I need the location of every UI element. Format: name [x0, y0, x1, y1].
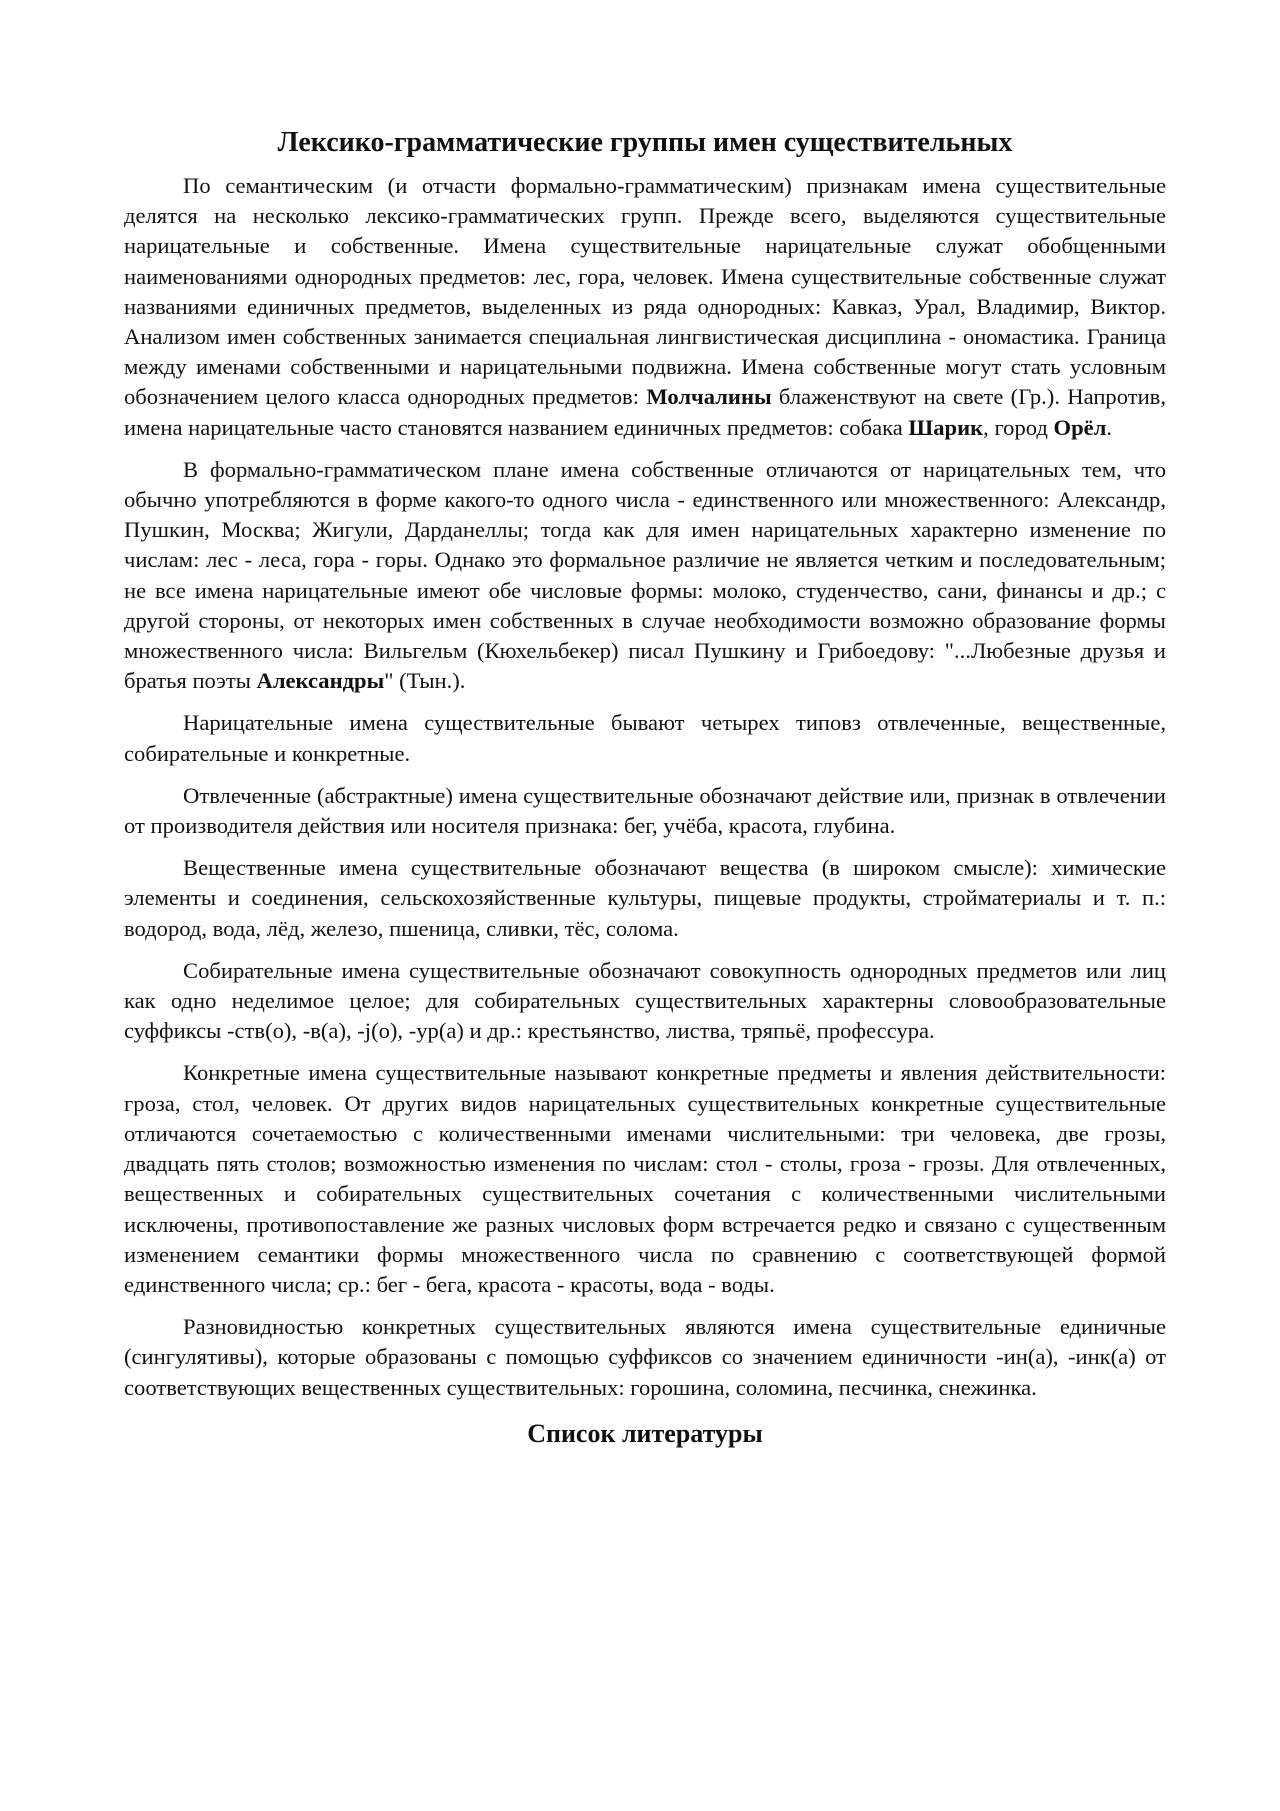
bold-term: Александры — [256, 668, 385, 694]
text-run: " (Тын.). — [384, 668, 466, 694]
bold-term: Шарик — [908, 414, 984, 440]
paragraph-abstract-nouns: Отвлеченные (абстрактные) имена существительные обозначают действие или, признак в отвлечении от производителя действия или носителя признака: бег, учёба, красота, глубина. — [124, 782, 1166, 839]
text-run: , город — [983, 414, 1054, 440]
text-run: блаженствуют на свете (Гр.). Напротив, имена нарицательные часто становятся названием единичных предметов: собака — [124, 384, 1166, 440]
page-title: Лексико-грамматические группы имен существительных — [277, 127, 1013, 158]
paragraph-concrete-nouns: Конкретные имена существительные называют конкретные предметы и явления действительности: гроза, стол, человек. От других видов нарицательных существительных конкретные существительные отличаются сочетаемостью с количественными именами числительными: три человека, две грозы, двадцать пять столов; возможностью изменения по числам: стол - столы, гроза - грозы. Для отвлеченных, вещественных и собирательных существительных сочетания с количественными числительными исключены, противопоставление же разных числовых форм встречается редко и связано с существенным изменением семантики формы множественного числа по сравнению с соответствующей формой единственного числа; ср.: бег - бега, красота - красоты, вода - воды. — [124, 1060, 1166, 1297]
paragraph-proper-common-nouns — [124, 171, 1166, 443]
text-run: По семантическим (и отчасти формально-грамматическим) признакам имена существительные делятся на несколько лексико-грамматических групп. Прежде всего, выделяются существительные нарицательные и собственные. Имена существительные нарицательные служат обобщенными наименованиями однородных предметов: лес, гора, человек. Имена существительные собственные служат названиями единичных предметов, выделенных из ряда однородных: Кавказ, Урал, Владимир, Виктор. Анализом имен собственных занимается специальная лингвистическая дисциплина - ономастика. Граница между именами собственными и нарицательными подвижна. Имена собственные могут стать условным обозначением целого класса однородных предметов: — [124, 173, 1166, 410]
document-body — [124, 124, 1166, 1451]
paragraph-grammatical-plan — [124, 455, 1166, 697]
paragraph-material-nouns: Вещественные имена существительные обозначают вещества (в широком смысле): химические элементы и соединения, сельскохозяйственные культуры, пищевые продукты, стройматериалы и т. п.: водород, вода, лёд, железо, пшеница, сливки, тёс, солома. — [124, 855, 1166, 941]
bold-term: Орёл — [1053, 414, 1107, 440]
bold-term: Молчалины — [646, 384, 772, 410]
text-run: В формально-грамматическом плане имена собственные отличаются от нарицательных тем, что обычно употребляются в форме какого-то одного числа - единственного или множественного: Александр, Пушкин, Москва; Жигули, Дарданеллы; тогда как для имен нарицательных характерно изменение по числам: лес - леса, гора - горы. Однако это формальное различие не является четким и последовательным; не все имена нарицательные имеют обе числовые формы: молоко, студенчество, сани, финансы и др.; с другой стороны, от некоторых имен собственных в случае необходимости возможно образование формы множественного числа: Вильгельм (Кюхельбекер) писал Пушкину и Грибоедову: "...Любезные друзья и братья поэты — [124, 456, 1166, 694]
references-heading: Список литературы — [527, 1418, 763, 1448]
text-run: . — [1106, 414, 1113, 440]
paragraph-singulative-nouns: Разновидностью конкретных существительных являются имена существительные единичные (сингулятивы), которые образованы с помощью суффиксов со значением единичности -ин(а), -инк(а) от соответствующих вещественных существительных: горошина, соломина, песчинка, снежинка. — [124, 1314, 1166, 1400]
paragraph-noun-types: Нарицательные имена существительные бывают четырех типовз отвлеченные, вещественные, собирательные и конкретные. — [124, 710, 1166, 766]
paragraph-collective-nouns: Собирательные имена существительные обозначают совокупность однородных предметов или лиц как одно неделимое целое; для собирательных существительных характерны словообразовательные суффиксы -ств(о), -в(а), -j(о), -ур(а) и др.: крестьянство, листва, тряпьё, профессура. — [124, 957, 1166, 1044]
